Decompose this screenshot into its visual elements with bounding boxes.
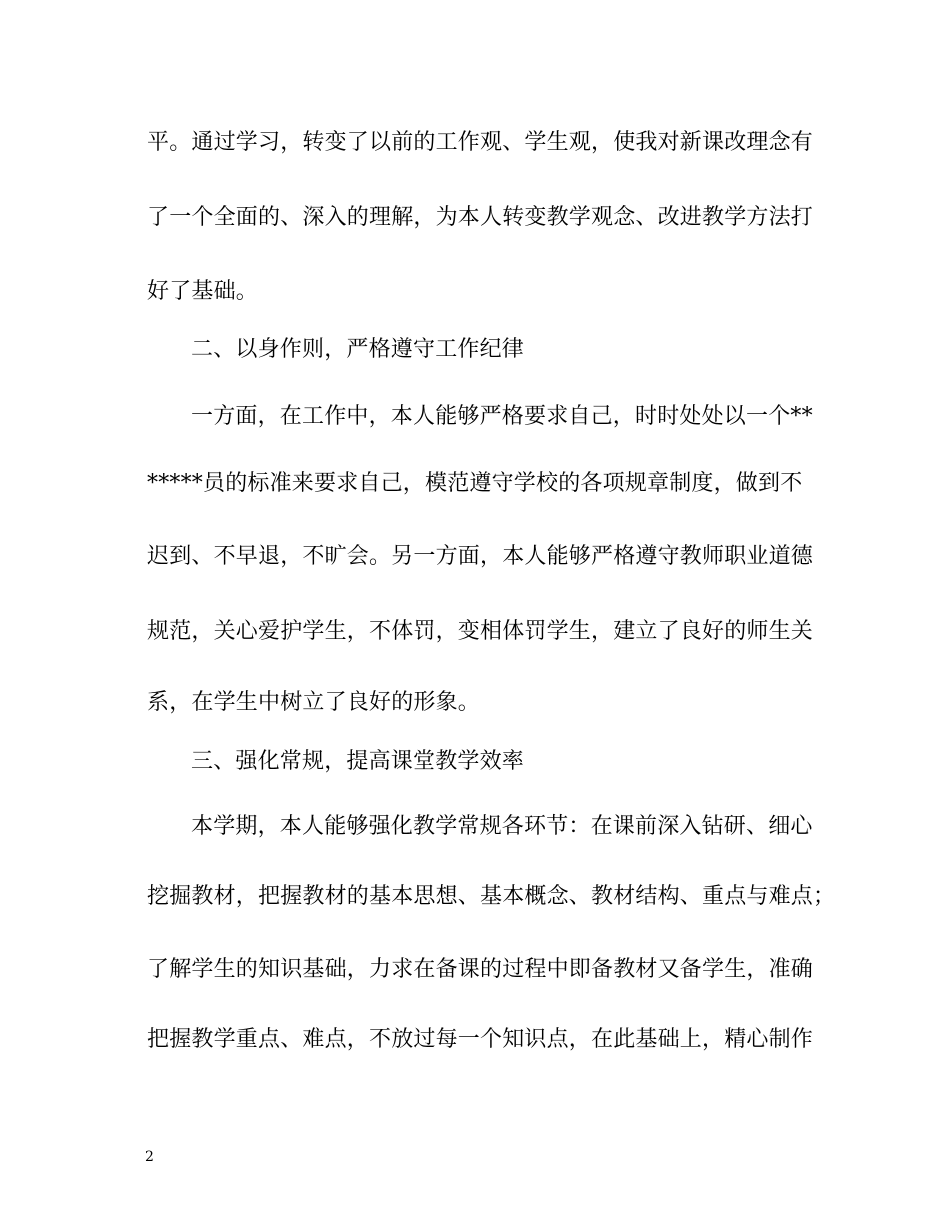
body-text-line: 一方面，在工作中，本人能够严格要求自己，时时处处以一个** bbox=[191, 404, 813, 429]
body-text-line: 本学期，本人能够强化教学常规各环节：在课前深入钻研、细心 bbox=[191, 814, 813, 839]
body-text-line: 好了基础。 bbox=[147, 279, 259, 304]
page-number: 2 bbox=[145, 1149, 154, 1165]
body-text-line: 系，在学生中树立了良好的形象。 bbox=[147, 690, 481, 715]
body-text-line: 了解学生的知识基础，力求在备课的过程中即备教材又备学生，准确 bbox=[147, 957, 814, 982]
body-text-line: 把握教学重点、难点，不放过每一个知识点，在此基础上，精心制作 bbox=[147, 1027, 814, 1052]
section-heading: 二、以身作则，严格遵守工作纪律 bbox=[191, 337, 525, 362]
body-text-line: 规范，关心爱护学生，不体罚，变相体罚学生，建立了良好的师生关 bbox=[147, 619, 814, 644]
body-text-line: 了一个全面的、深入的理解，为本人转变教学观念、改进教学方法打 bbox=[147, 205, 814, 230]
body-text-line: 迟到、不早退，不旷会。另一方面，本人能够严格遵守教师职业道德 bbox=[147, 544, 814, 569]
body-text-line: *****员的标准来要求自己，模范遵守学校的各项规章制度，做到不 bbox=[147, 471, 803, 496]
section-heading: 三、强化常规，提高课堂教学效率 bbox=[191, 749, 525, 774]
body-text-line: 挖掘教材，把握教材的基本思想、基本概念、教材结构、重点与难点； bbox=[147, 884, 836, 909]
body-text-line: 平。通过学习，转变了以前的工作观、学生观，使我对新课改理念有 bbox=[147, 130, 814, 155]
